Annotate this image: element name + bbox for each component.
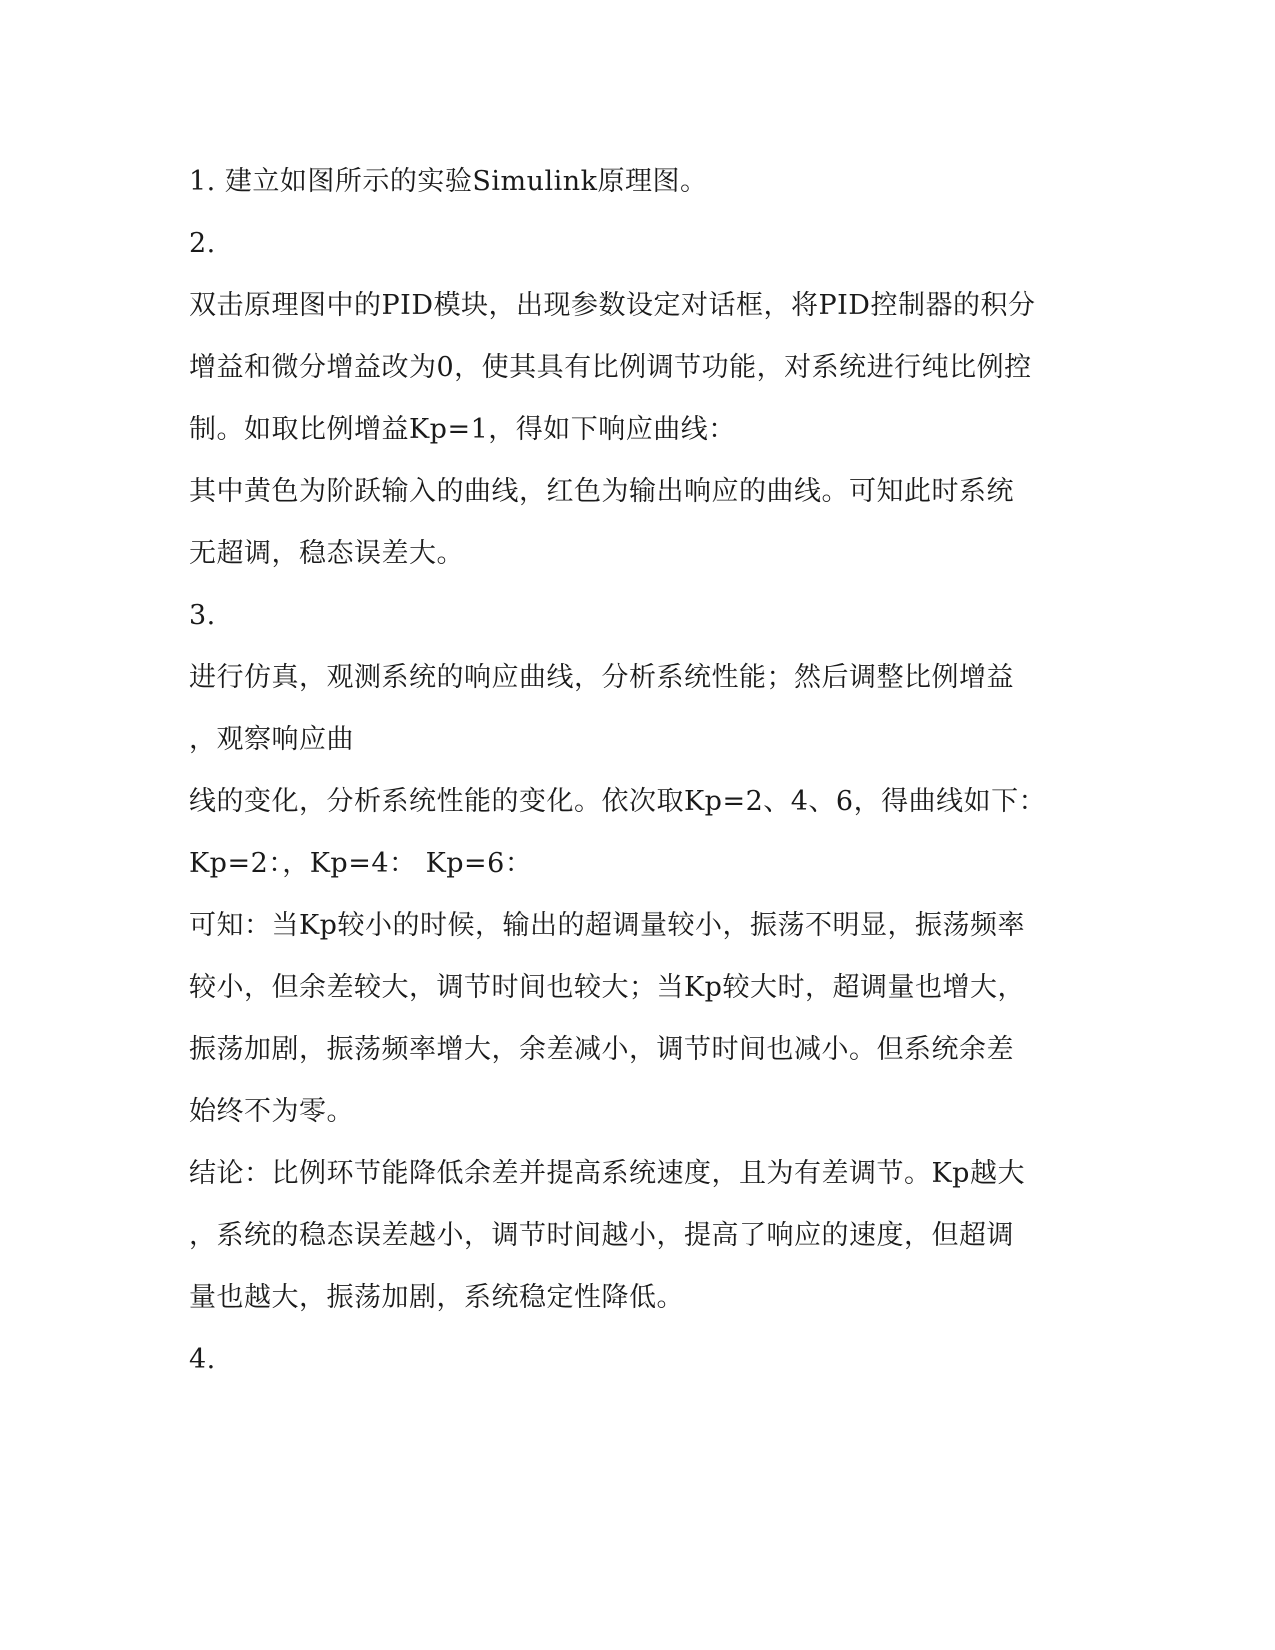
conclusion-line: 量也越大，振荡加剧，系统稳定性降低。	[189, 1282, 684, 1313]
paragraph-line: 无超调，稳态误差大。	[189, 538, 464, 569]
conclusion-line: 结论：比例环节能降低余差并提高系统速度，且为有差调节。Kp越大	[189, 1158, 1025, 1189]
paragraph-line: 进行仿真，观测系统的响应曲线，分析系统性能；然后调整比例增益	[189, 662, 1014, 693]
paragraph-line: 始终不为零。	[189, 1096, 354, 1127]
step-3-number: 3.	[189, 600, 216, 631]
kp-values-line: Kp=2：，Kp=4： Kp=6：	[189, 848, 533, 879]
paragraph-line: 较小，但余差较大，调节时间也较大；当Kp较大时，超调量也增大，	[189, 972, 1025, 1003]
paragraph-line: 增益和微分增益改为0，使其具有比例调节功能，对系统进行纯比例控	[189, 352, 1032, 383]
step-4-number: 4.	[189, 1344, 216, 1375]
paragraph-line: ，观察响应曲	[189, 724, 354, 755]
paragraph-line: 振荡加剧，振荡频率增大，余差减小，调节时间也减小。但系统余差	[189, 1034, 1014, 1065]
paragraph-line: 其中黄色为阶跃输入的曲线，红色为输出响应的曲线。可知此时系统	[189, 476, 1014, 507]
paragraph-line: 双击原理图中的PID模块，出现参数设定对话框，将PID控制器的积分	[189, 290, 1036, 321]
paragraph-line: 线的变化，分析系统性能的变化。依次取Kp=2、4、6，得曲线如下：	[189, 786, 1047, 817]
paragraph-line: 可知：当Kp较小的时候，输出的超调量较小，振荡不明显，振荡频率	[189, 910, 1025, 941]
paragraph-line: 制。如取比例增益Kp=1，得如下响应曲线：	[189, 414, 736, 445]
step-2-number: 2.	[189, 228, 216, 259]
step-1-text: 1. 建立如图所示的实验Simulink原理图。	[189, 166, 708, 197]
conclusion-line: ，系统的稳态误差越小，调节时间越小，提高了响应的速度，但超调	[189, 1220, 1014, 1251]
